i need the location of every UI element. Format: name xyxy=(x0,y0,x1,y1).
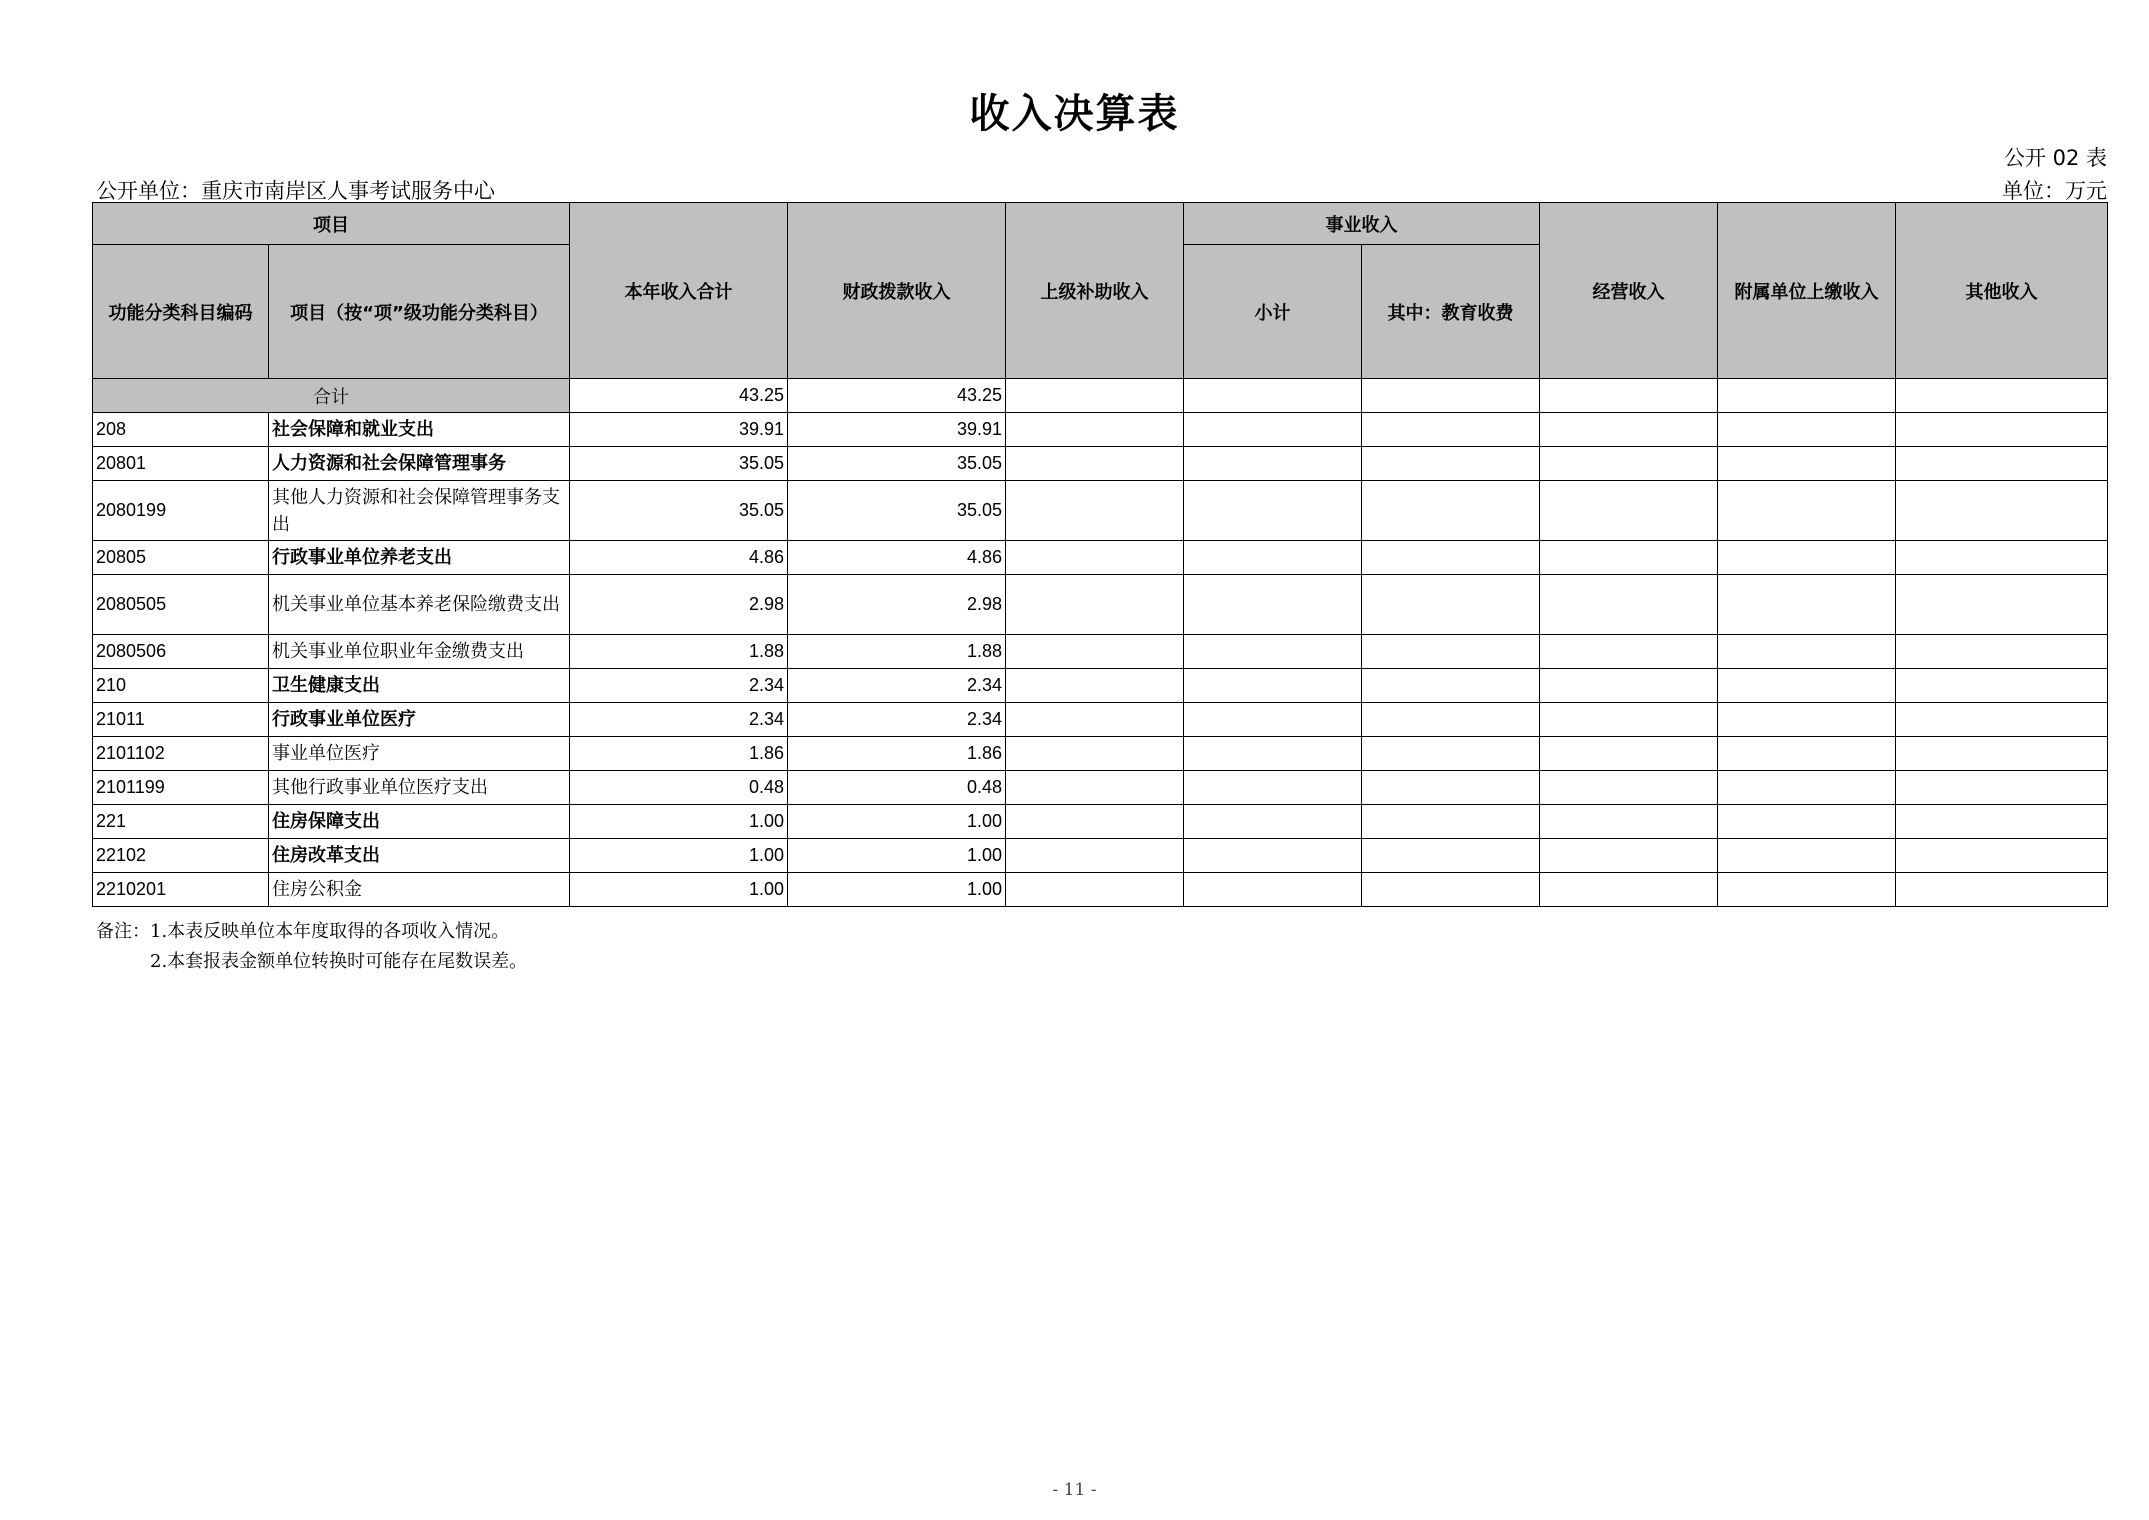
empty-cell xyxy=(1540,703,1718,737)
empty-cell xyxy=(1540,413,1718,447)
empty-cell xyxy=(1184,669,1362,703)
empty-cell xyxy=(1184,541,1362,575)
row-code: 2101102 xyxy=(93,737,269,771)
row-total-income: 4.86 xyxy=(570,541,788,575)
empty-cell xyxy=(1718,737,1896,771)
empty-cell xyxy=(1540,669,1718,703)
header-item-name: 项目（按“项”级功能分类科目） xyxy=(269,245,570,379)
row-code: 221 xyxy=(93,805,269,839)
row-total-income: 2.34 xyxy=(570,703,788,737)
empty-cell xyxy=(1184,805,1362,839)
row-fiscal-appropriation: 0.48 xyxy=(788,771,1006,805)
row-code: 20801 xyxy=(93,447,269,481)
table-row xyxy=(93,481,2108,541)
empty-cell xyxy=(1540,447,1718,481)
empty-cell xyxy=(1540,805,1718,839)
empty-cell xyxy=(1184,737,1362,771)
row-code: 20805 xyxy=(93,541,269,575)
row-fiscal-appropriation: 1.00 xyxy=(788,873,1006,907)
row-code: 2080506 xyxy=(93,635,269,669)
row-fiscal-appropriation: 2.34 xyxy=(788,669,1006,703)
empty-cell xyxy=(1718,771,1896,805)
note-line-2: 2.本套报表金额单位转换时可能存在尾数误差。 xyxy=(150,951,528,972)
row-code: 22102 xyxy=(93,839,269,873)
empty-cell xyxy=(1006,413,1184,447)
empty-cell xyxy=(1184,575,1362,635)
empty-cell xyxy=(1006,541,1184,575)
row-code: 210 xyxy=(93,669,269,703)
empty-cell xyxy=(1362,703,1540,737)
table-row xyxy=(93,575,2108,635)
row-total-income: 35.05 xyxy=(570,447,788,481)
row-code: 2080505 xyxy=(93,575,269,635)
total-income-value: 43.25 xyxy=(570,379,788,413)
empty-cell xyxy=(1006,481,1184,541)
empty-cell xyxy=(1362,575,1540,635)
data-rows xyxy=(93,413,2108,907)
empty-cell xyxy=(1896,703,2108,737)
empty-cell xyxy=(1896,413,2108,447)
empty-cell xyxy=(1718,575,1896,635)
row-fiscal-appropriation: 39.91 xyxy=(788,413,1006,447)
row-fiscal-appropriation: 1.88 xyxy=(788,635,1006,669)
empty-cell xyxy=(1718,481,1896,541)
row-name: 其他人力资源和社会保障管理事务支出 xyxy=(269,481,570,541)
empty-cell xyxy=(1362,873,1540,907)
empty-cell xyxy=(1540,481,1718,541)
note-line-1: 备注：1.本表反映单位本年度取得的各项收入情况。 xyxy=(96,921,510,942)
empty-cell xyxy=(1540,575,1718,635)
row-name: 卫生健康支出 xyxy=(269,669,570,703)
row-name: 住房公积金 xyxy=(269,873,570,907)
table-row xyxy=(93,413,2108,447)
row-total-income: 35.05 xyxy=(570,481,788,541)
empty-cell xyxy=(1184,447,1362,481)
header-education-fee: 其中：教育收费 xyxy=(1362,245,1540,379)
empty-cell xyxy=(1540,737,1718,771)
empty-cell xyxy=(1896,575,2108,635)
row-total-income: 0.48 xyxy=(570,771,788,805)
row-code: 2101199 xyxy=(93,771,269,805)
table-row xyxy=(93,669,2108,703)
empty-cell xyxy=(1896,669,2108,703)
row-code: 208 xyxy=(93,413,269,447)
row-total-income: 1.00 xyxy=(570,805,788,839)
empty-cell xyxy=(1006,839,1184,873)
header-other-income: 其他收入 xyxy=(1896,203,2108,379)
table-row xyxy=(93,635,2108,669)
empty-cell xyxy=(1540,873,1718,907)
total-row xyxy=(93,379,2108,413)
empty-cell xyxy=(1362,805,1540,839)
row-total-income: 2.34 xyxy=(570,669,788,703)
empty-cell xyxy=(1184,839,1362,873)
form-number: 公开 02 表 xyxy=(2003,146,2107,170)
total-label: 合计 xyxy=(93,379,570,413)
row-fiscal-appropriation: 4.86 xyxy=(788,541,1006,575)
empty-cell xyxy=(1896,447,2108,481)
empty-cell xyxy=(1718,635,1896,669)
table-row xyxy=(93,737,2108,771)
header-fiscal-appropriation: 财政拨款收入 xyxy=(788,203,1006,379)
empty-cell xyxy=(1006,703,1184,737)
empty-cell xyxy=(1896,635,2108,669)
header-business-income: 事业收入 xyxy=(1184,203,1540,245)
total-fiscal-value: 43.25 xyxy=(788,379,1006,413)
page-number: - 11 - xyxy=(1052,1480,1097,1500)
empty-cell xyxy=(1718,839,1896,873)
empty-cell xyxy=(1362,669,1540,703)
empty-cell xyxy=(1006,669,1184,703)
row-fiscal-appropriation: 1.00 xyxy=(788,839,1006,873)
row-name: 社会保障和就业支出 xyxy=(269,413,570,447)
row-code: 21011 xyxy=(93,703,269,737)
empty-cell xyxy=(1718,703,1896,737)
row-name: 住房改革支出 xyxy=(269,839,570,873)
row-fiscal-appropriation: 1.00 xyxy=(788,805,1006,839)
empty-cell xyxy=(1184,635,1362,669)
empty-cell xyxy=(1006,805,1184,839)
row-fiscal-appropriation: 35.05 xyxy=(788,447,1006,481)
empty-cell xyxy=(1362,737,1540,771)
row-name: 住房保障支出 xyxy=(269,805,570,839)
row-name: 机关事业单位职业年金缴费支出 xyxy=(269,635,570,669)
table-row xyxy=(93,873,2108,907)
header-total-income: 本年收入合计 xyxy=(570,203,788,379)
row-code: 2080199 xyxy=(93,481,269,541)
empty-cell xyxy=(1006,737,1184,771)
table-row xyxy=(93,839,2108,873)
table-row xyxy=(93,447,2108,481)
row-total-income: 39.91 xyxy=(570,413,788,447)
empty-cell xyxy=(1006,575,1184,635)
empty-cell xyxy=(1362,635,1540,669)
empty-cell xyxy=(1540,635,1718,669)
empty-cell xyxy=(1718,805,1896,839)
empty-cell xyxy=(1006,447,1184,481)
empty-cell xyxy=(1718,873,1896,907)
empty-cell xyxy=(1896,737,2108,771)
empty-cell xyxy=(1896,771,2108,805)
empty-cell xyxy=(1006,873,1184,907)
empty-cell xyxy=(1896,481,2108,541)
row-name: 行政事业单位养老支出 xyxy=(269,541,570,575)
row-name: 其他行政事业单位医疗支出 xyxy=(269,771,570,805)
header-affiliated-remittance: 附属单位上缴收入 xyxy=(1718,203,1896,379)
header-row-1 xyxy=(93,203,2108,245)
table-row xyxy=(93,771,2108,805)
row-total-income: 2.98 xyxy=(570,575,788,635)
empty-cell xyxy=(1718,413,1896,447)
empty-cell xyxy=(1362,481,1540,541)
currency-unit: 单位：万元 xyxy=(2002,179,2107,203)
row-fiscal-appropriation: 2.34 xyxy=(788,703,1006,737)
empty-cell xyxy=(1184,873,1362,907)
empty-cell xyxy=(1006,771,1184,805)
empty-cell xyxy=(1718,669,1896,703)
empty-cell xyxy=(1184,481,1362,541)
header-superior-subsidy: 上级补助收入 xyxy=(1006,203,1184,379)
table-row xyxy=(93,703,2108,737)
row-fiscal-appropriation: 35.05 xyxy=(788,481,1006,541)
row-total-income: 1.00 xyxy=(570,873,788,907)
empty-cell xyxy=(1184,413,1362,447)
empty-cell xyxy=(1896,839,2108,873)
header-operating-income: 经营收入 xyxy=(1540,203,1718,379)
row-code: 2210201 xyxy=(93,873,269,907)
reporting-unit: 公开单位：重庆市南岸区人事考试服务中心 xyxy=(96,179,495,203)
empty-cell xyxy=(1896,541,2108,575)
row-total-income: 1.88 xyxy=(570,635,788,669)
empty-cell xyxy=(1362,447,1540,481)
row-total-income: 1.00 xyxy=(570,839,788,873)
row-fiscal-appropriation: 2.98 xyxy=(788,575,1006,635)
row-total-income: 1.86 xyxy=(570,737,788,771)
header-item-group: 项目 xyxy=(93,203,570,245)
empty-cell xyxy=(1896,805,2108,839)
empty-cell xyxy=(1540,771,1718,805)
row-fiscal-appropriation: 1.86 xyxy=(788,737,1006,771)
empty-cell xyxy=(1540,541,1718,575)
table-row xyxy=(93,541,2108,575)
row-name: 事业单位医疗 xyxy=(269,737,570,771)
empty-cell xyxy=(1718,541,1896,575)
empty-cell xyxy=(1362,839,1540,873)
empty-cell xyxy=(1184,703,1362,737)
empty-cell xyxy=(1896,873,2108,907)
empty-cell xyxy=(1362,771,1540,805)
empty-cell xyxy=(1718,447,1896,481)
empty-cell xyxy=(1362,541,1540,575)
header-func-code: 功能分类科目编码 xyxy=(93,245,269,379)
row-name: 机关事业单位基本养老保险缴费支出 xyxy=(269,575,570,635)
row-name: 行政事业单位医疗 xyxy=(269,703,570,737)
table-row xyxy=(93,805,2108,839)
notes xyxy=(96,917,527,977)
empty-cell xyxy=(1362,413,1540,447)
empty-cell xyxy=(1184,771,1362,805)
report-title: 收入决算表 xyxy=(969,91,1180,137)
empty-cell xyxy=(1006,635,1184,669)
header-business-subtotal: 小计 xyxy=(1184,245,1362,379)
row-name: 人力资源和社会保障管理事务 xyxy=(269,447,570,481)
empty-cell xyxy=(1540,839,1718,873)
income-table xyxy=(92,202,2108,907)
